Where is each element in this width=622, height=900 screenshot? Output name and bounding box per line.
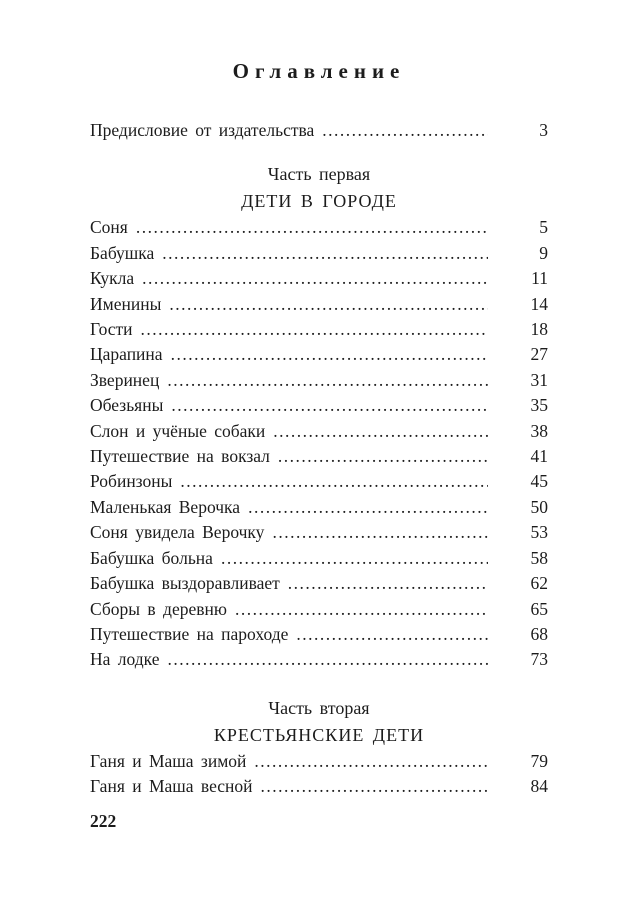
toc-entry — [90, 118, 548, 143]
entry-title: Соня — [90, 217, 128, 238]
dot-leader — [296, 622, 488, 647]
toc-entry — [90, 292, 548, 317]
toc-entry — [90, 520, 548, 545]
toc-entry — [90, 571, 548, 596]
dot-leader — [141, 317, 488, 342]
part-heading-block — [90, 695, 548, 749]
part-subheading: КРЕСТЬЯНСКИЕ ДЕТИ — [213, 724, 425, 745]
dot-leader — [221, 546, 488, 571]
toc-title: Оглавление — [232, 59, 406, 83]
entry-page-number: 41 — [530, 446, 548, 467]
entry-page-number: 65 — [530, 598, 548, 619]
dot-leader — [254, 749, 488, 774]
dot-leader — [162, 241, 488, 266]
toc-entry — [90, 368, 548, 393]
entry-title: Гости — [90, 319, 133, 340]
entry-title: Бабушка выздоравливает — [90, 573, 280, 594]
toc-entry — [90, 546, 548, 571]
entry-page-number: 79 — [530, 750, 548, 771]
entry-title: Ганя и Маша зимой — [90, 750, 247, 771]
toc-entry — [90, 266, 548, 291]
entry-title: Царапина — [90, 344, 163, 365]
toc-entry — [90, 495, 548, 520]
entry-page-number: 45 — [530, 471, 548, 492]
part-entries — [90, 215, 548, 672]
entry-page-number: 11 — [531, 268, 548, 289]
toc-entry — [90, 393, 548, 418]
toc-entry — [90, 647, 548, 672]
dot-leader — [142, 266, 488, 291]
part-heading-block — [90, 161, 548, 215]
entry-page-number: 73 — [530, 649, 548, 670]
dot-leader — [167, 368, 488, 393]
toc-entry — [90, 774, 548, 799]
toc-entry — [90, 215, 548, 240]
toc-entry — [90, 342, 548, 367]
dot-leader — [322, 118, 488, 143]
entry-page-number: 58 — [530, 547, 548, 568]
entry-page-number: 35 — [530, 395, 548, 416]
page-folio-number: 222 — [90, 810, 117, 831]
dot-leader — [169, 292, 488, 317]
entry-title: Бабушка — [90, 242, 155, 263]
entry-title: На лодке — [90, 649, 160, 670]
entry-page-number: 68 — [530, 623, 548, 644]
entry-title: Зверинец — [90, 369, 160, 390]
entry-title: Ганя и Маша весной — [90, 776, 253, 797]
entry-title: Предисловие от издательства — [90, 120, 315, 140]
entry-title: Маленькая Верочка — [90, 496, 241, 517]
entry-title: Путешествие на пароходе — [90, 623, 289, 644]
entry-page-number: 3 — [539, 120, 548, 140]
entry-page-number: 84 — [530, 776, 548, 797]
toc-entry — [90, 749, 548, 774]
entry-page-number: 38 — [530, 420, 548, 441]
entry-page-number: 50 — [530, 496, 548, 517]
entry-page-number: 9 — [539, 242, 548, 263]
entry-page-number: 14 — [530, 293, 548, 314]
entry-page-number: 27 — [530, 344, 548, 365]
entry-page-number: 5 — [539, 217, 548, 238]
dot-leader — [235, 597, 488, 622]
part-heading: Часть первая — [267, 164, 371, 185]
dot-leader — [288, 571, 488, 596]
toc-entry — [90, 317, 548, 342]
entry-page-number: 18 — [530, 319, 548, 340]
dot-leader — [180, 469, 488, 494]
dot-leader — [136, 215, 488, 240]
toc-entry — [90, 622, 548, 647]
entry-page-number: 53 — [530, 522, 548, 543]
toc-entry — [90, 241, 548, 266]
part-heading: Часть вторая — [268, 697, 370, 718]
toc-entry — [90, 419, 548, 444]
dot-leader — [171, 342, 488, 367]
entry-title: Соня увидела Верочку — [90, 522, 265, 543]
entry-title: Обезьяны — [90, 395, 164, 416]
entry-title: Бабушка больна — [90, 547, 213, 568]
entry-title: Слон и учёные собаки — [90, 420, 266, 441]
entry-page-number: 62 — [530, 573, 548, 594]
entry-title: Робинзоны — [90, 471, 173, 492]
dot-leader — [248, 495, 488, 520]
entry-title: Кукла — [90, 268, 135, 289]
entry-page-number: 31 — [530, 369, 548, 390]
entry-title: Именины — [90, 293, 162, 314]
dot-leader — [261, 774, 488, 799]
part-subheading: ДЕТИ В ГОРОДЕ — [241, 191, 397, 212]
dot-leader — [272, 520, 488, 545]
dot-leader — [168, 647, 489, 672]
dot-leader — [278, 444, 488, 469]
toc-entry — [90, 444, 548, 469]
dot-leader — [273, 419, 488, 444]
entry-title: Путешествие на вокзал — [90, 446, 270, 467]
toc-entry — [90, 469, 548, 494]
toc-entry — [90, 597, 548, 622]
entry-title: Сборы в деревню — [90, 598, 227, 619]
dot-leader — [171, 393, 488, 418]
part-entries — [90, 749, 548, 800]
